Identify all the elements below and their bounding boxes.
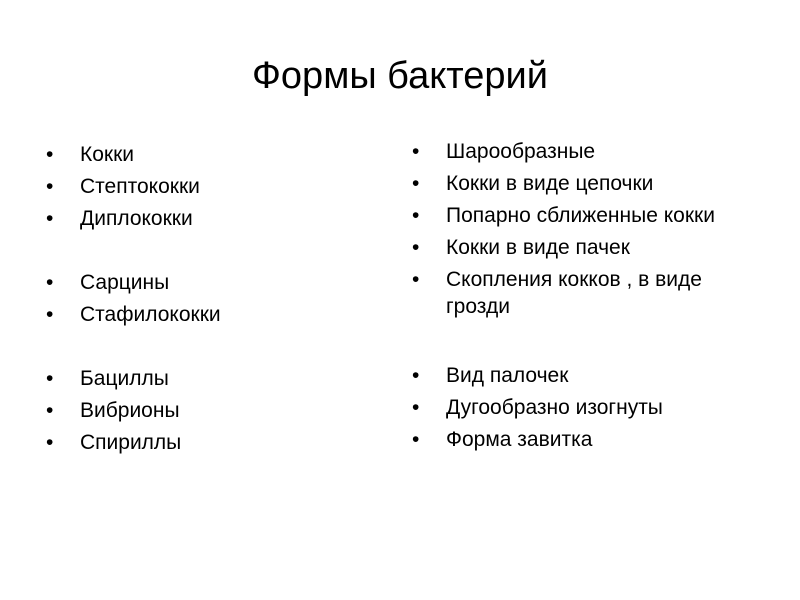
list-item-label: Сарцины [80, 271, 170, 294]
bullet-icon: • [412, 268, 420, 291]
list-item [412, 234, 757, 261]
bullet-icon: • [412, 428, 420, 451]
bullet-icon: • [46, 271, 54, 294]
list-item-label: Бациллы [80, 367, 169, 390]
bullet-icon: • [412, 396, 420, 419]
list-item [412, 394, 757, 421]
group-spacer [46, 333, 376, 365]
list-item [46, 365, 376, 392]
list-item-label: Спириллы [80, 431, 182, 454]
list-item [46, 301, 376, 328]
bullet-icon: • [412, 236, 420, 259]
bullet-icon: • [46, 431, 54, 454]
group-spacer [412, 325, 757, 362]
right-column-list [412, 138, 757, 458]
list-item [412, 362, 757, 389]
list-item-label: Кокки в виде цепочки [446, 172, 654, 195]
bullet-icon: • [46, 399, 54, 422]
bullet-icon: • [46, 143, 54, 166]
list-item-label: Стафилококки [80, 303, 221, 326]
bullet-icon: • [46, 367, 54, 390]
list-item [412, 202, 757, 229]
list-item-label: Стептококки [80, 175, 200, 198]
list-item [46, 397, 376, 424]
slide-title: Формы бактерий [252, 55, 548, 97]
list-item-label: Вид палочек [446, 364, 569, 387]
list-item [46, 141, 376, 168]
list-item-label: Шарообразные [446, 140, 596, 163]
list-item-label: Диплококки [80, 207, 193, 230]
bullet-icon: • [412, 172, 420, 195]
bullet-icon: • [46, 303, 54, 326]
list-item-label: Попарно сближенные кокки [446, 204, 715, 227]
bullet-icon: • [412, 204, 420, 227]
list-item [46, 429, 376, 456]
bullet-icon: • [46, 175, 54, 198]
bullet-icon: • [412, 140, 420, 163]
bullet-icon: • [412, 364, 420, 387]
list-item [412, 426, 757, 453]
list-item [46, 173, 376, 200]
list-item-label: Дугообразно изогнуты [446, 396, 663, 419]
list-item [412, 138, 757, 165]
list-item-label: Вибрионы [80, 399, 180, 422]
left-column-list [46, 141, 376, 461]
list-item-label: Форма завитка [446, 428, 593, 451]
list-item [46, 269, 376, 296]
list-item [46, 205, 376, 232]
list-item [412, 170, 757, 197]
list-item-label: Кокки в виде пачек [446, 236, 630, 259]
list-item-label: Кокки [80, 143, 135, 166]
list-item-label: Скопления кокков , в виде грозди [446, 268, 702, 318]
bullet-icon: • [46, 207, 54, 230]
list-item [412, 266, 757, 320]
group-spacer [46, 237, 376, 269]
